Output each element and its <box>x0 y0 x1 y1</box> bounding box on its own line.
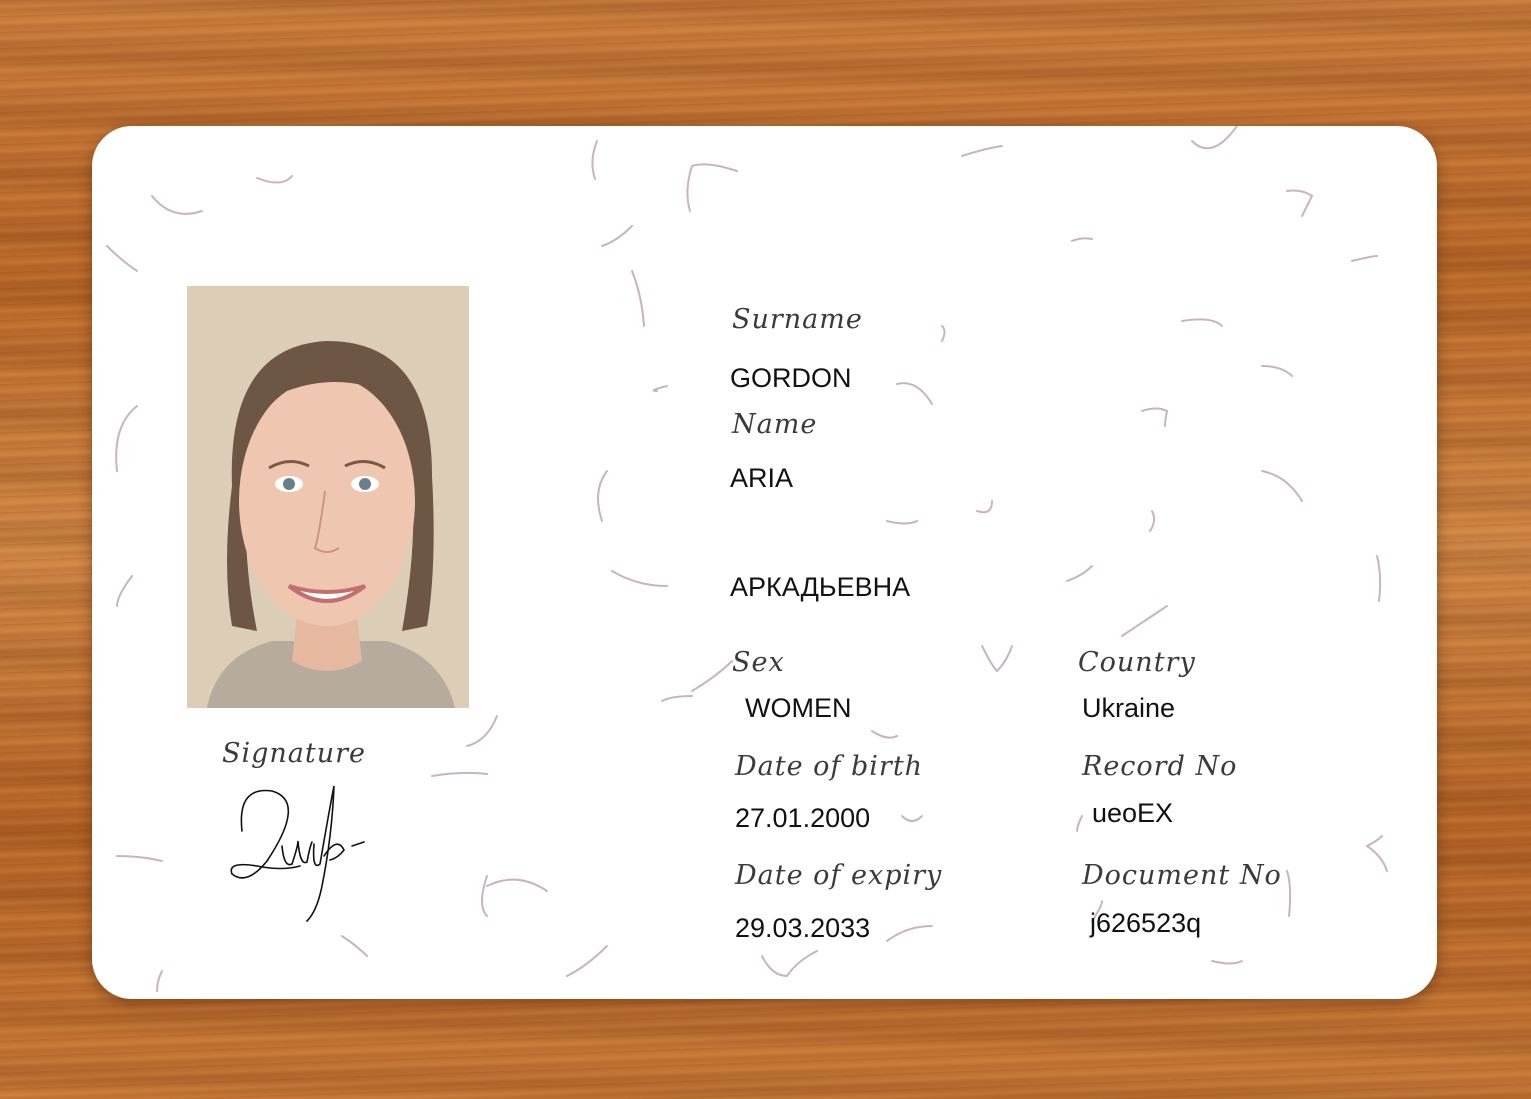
id-card <box>92 126 1437 999</box>
signature-image <box>212 776 382 926</box>
sex-label: Sex <box>732 647 785 678</box>
date-of-birth-label: Date of birth <box>735 751 924 782</box>
record-no-label: Record No <box>1082 751 1238 782</box>
country-label: Country <box>1078 647 1196 678</box>
patronymic-value: АРКАДЬЕВНА <box>730 572 911 602</box>
date-of-expiry-label: Date of expiry <box>735 860 943 891</box>
name-value: ARIA <box>730 463 794 493</box>
country-value: Ukraine <box>1082 693 1176 723</box>
surname-value: GORDON <box>730 363 852 393</box>
document-no-label: Document No <box>1082 860 1282 891</box>
surname-label: Surname <box>732 304 863 335</box>
date-of-birth-value: 27.01.2000 <box>735 803 871 833</box>
sex-value: WOMEN <box>745 693 852 723</box>
name-label: Name <box>732 409 818 440</box>
signature-label: Signature <box>222 738 367 769</box>
portrait-photo <box>187 286 469 708</box>
record-no-value: ueoEX <box>1092 798 1174 828</box>
date-of-expiry-value: 29.03.2033 <box>735 913 871 943</box>
document-no-value: j626523q <box>1090 908 1202 938</box>
